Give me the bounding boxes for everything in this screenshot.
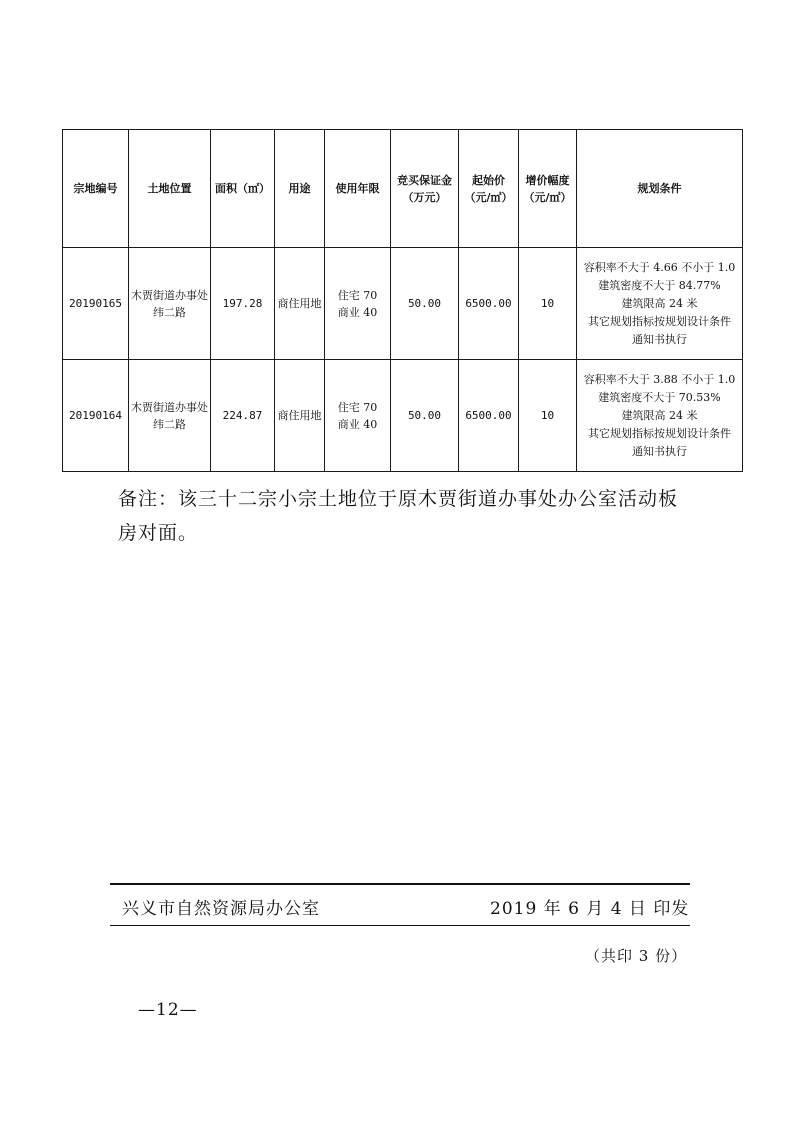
issuer-name: 兴义市自然资源局办公室 xyxy=(122,899,320,919)
header-parcel-id: 宗地编号 xyxy=(63,130,129,248)
condition-line: 建筑密度不大于 70.53% xyxy=(598,390,721,404)
increment-cell: 10 xyxy=(519,248,577,360)
term-residential: 住宅 70 xyxy=(337,400,378,414)
header-area: 面积（㎡） xyxy=(211,130,275,248)
parcel-id-cell: 20190164 xyxy=(63,360,129,472)
conditions-cell xyxy=(577,248,743,360)
header-use: 用途 xyxy=(275,130,325,248)
area-cell: 224.87 xyxy=(211,360,275,472)
use-cell: 商住用地 xyxy=(275,248,325,360)
table-row xyxy=(63,248,743,360)
header-term: 使用年限 xyxy=(325,130,391,248)
conditions-cell xyxy=(577,360,743,472)
condition-line: 通知书执行 xyxy=(632,444,687,458)
page-number: —12— xyxy=(138,1000,198,1020)
deposit-cell: 50.00 xyxy=(391,248,459,360)
condition-line: 建筑限高 24 米 xyxy=(621,408,698,422)
header-location: 土地位置 xyxy=(129,130,211,248)
start-price-cell: 6500.00 xyxy=(459,360,519,472)
header-increment: 增价幅度（元/㎡） xyxy=(519,130,577,248)
condition-line: 容积率不大于 3.88 不小于 1.0 xyxy=(583,372,736,386)
land-parcel-table xyxy=(62,129,743,472)
term-commercial: 商业 40 xyxy=(337,305,378,319)
header-deposit: 竞买保证金（万元） xyxy=(391,130,459,248)
header-conditions: 规划条件 xyxy=(577,130,743,248)
use-cell: 商住用地 xyxy=(275,360,325,472)
condition-line: 其它规划指标按规划设计条件 xyxy=(588,426,731,440)
table-row xyxy=(63,360,743,472)
table-header-row xyxy=(63,130,743,248)
footer-top-rule xyxy=(110,883,690,885)
header-start-price: 起始价（元/㎡） xyxy=(459,130,519,248)
deposit-cell: 50.00 xyxy=(391,360,459,472)
remarks-note xyxy=(118,482,718,550)
condition-line: 其它规划指标按规划设计条件 xyxy=(588,314,731,328)
condition-line: 容积率不大于 4.66 不小于 1.0 xyxy=(583,260,736,274)
term-residential: 住宅 70 xyxy=(337,288,378,302)
parcel-id-cell: 20190165 xyxy=(63,248,129,360)
remarks-line: 备注：该三十二宗小宗土地位于原木贾街道办事处办公室活动板 xyxy=(118,488,679,510)
footer-bottom-rule xyxy=(110,925,690,926)
term-cell xyxy=(325,248,391,360)
issue-date: 2019 年 6 月 4 日 印发 xyxy=(490,899,690,919)
condition-line: 建筑限高 24 米 xyxy=(621,296,698,310)
print-copies: （共印 3 份） xyxy=(585,947,688,965)
condition-line: 建筑密度不大于 84.77% xyxy=(598,278,721,292)
area-cell: 197.28 xyxy=(211,248,275,360)
location-cell: 木贾街道办事处纬二路 xyxy=(129,248,211,360)
start-price-cell: 6500.00 xyxy=(459,248,519,360)
location-cell: 木贾街道办事处纬二路 xyxy=(129,360,211,472)
term-commercial: 商业 40 xyxy=(337,417,378,431)
remarks-line: 房对面。 xyxy=(118,522,199,544)
condition-line: 通知书执行 xyxy=(632,332,687,346)
term-cell xyxy=(325,360,391,472)
increment-cell: 10 xyxy=(519,360,577,472)
